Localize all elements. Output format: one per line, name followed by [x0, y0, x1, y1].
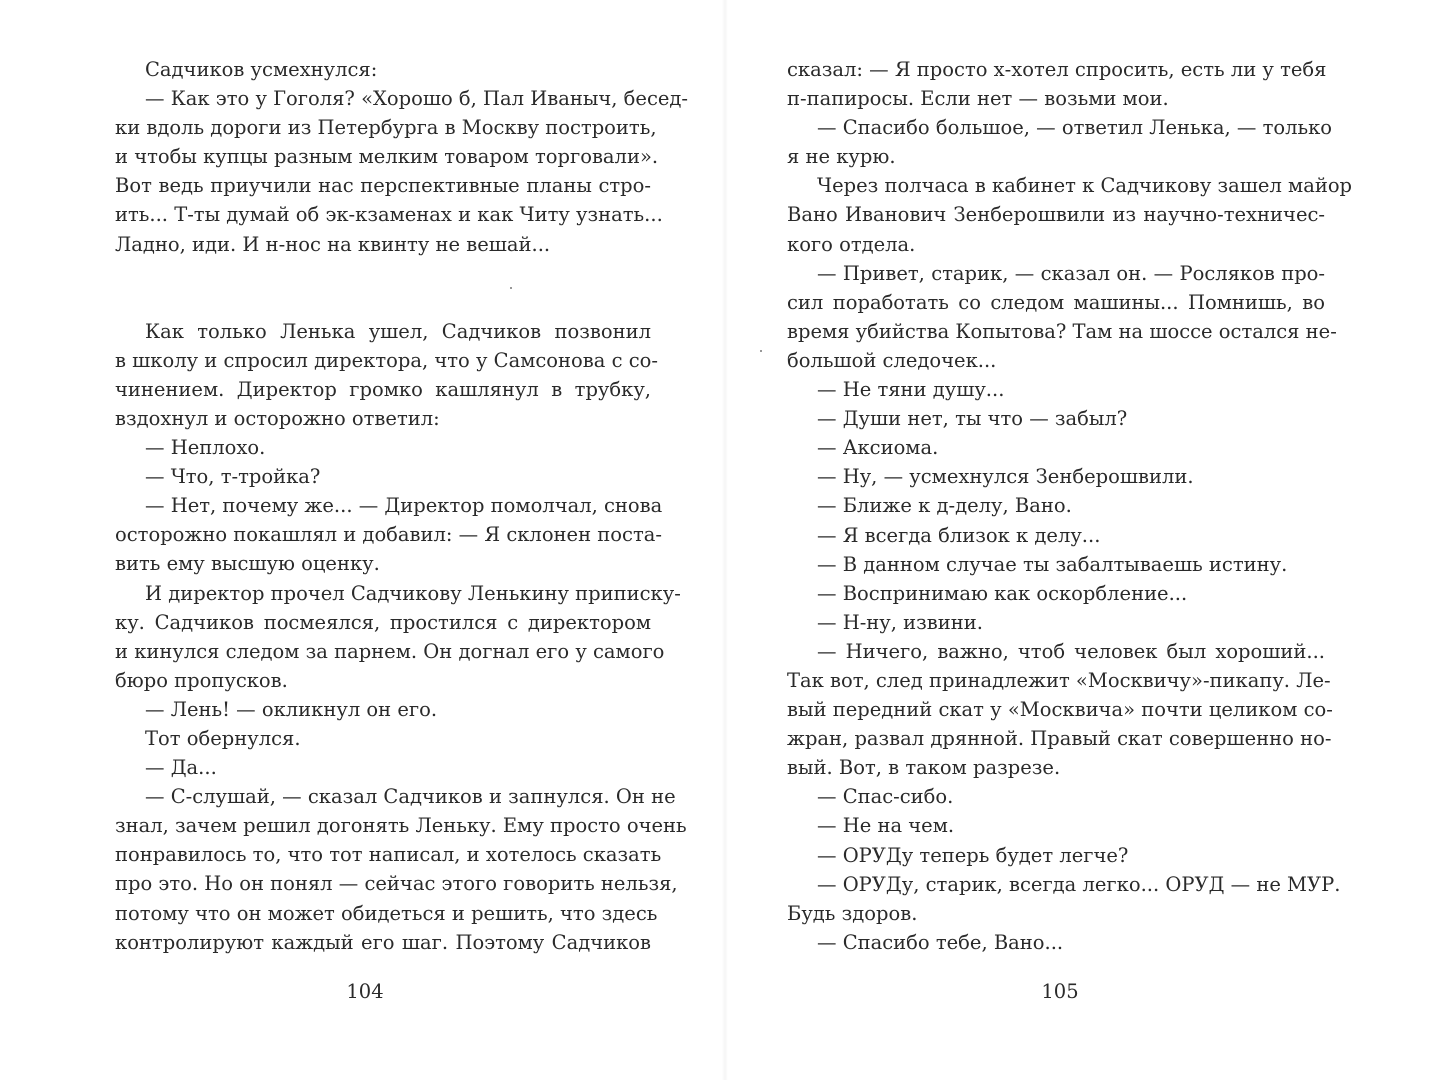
text-line: — Спасибо тебе, Вано...	[817, 930, 1064, 954]
text-line: Вано Иванович Зенберошвили из научно-техничес-	[787, 203, 1325, 227]
gutter-shadow	[722, 0, 728, 1080]
text-line: — С-слушай, — сказал Садчиков и запнулся. Он не	[145, 785, 676, 809]
text-line: в школу и спросил директора, что у Самсонова с со-	[115, 348, 658, 372]
text-line: — Привет, старик, — сказал он. — Росляков про-	[817, 261, 1325, 285]
text-line: и чтобы купцы разным мелким товаром торговали».	[115, 145, 659, 169]
text-line: сказал: — Я просто х-хотел спросить, есть ли у тебя	[787, 58, 1327, 81]
text-line: — Воспринимаю как оскорбление...	[817, 581, 1188, 605]
text-line: — Ну, — усмехнулся Зенберошвили.	[817, 465, 1194, 489]
text-line: Ладно, иди. И н-нос на квинту не вешай...	[115, 232, 551, 256]
text-line: контролируют каждый его шаг. Поэтому Садчиков	[115, 930, 651, 954]
text-line: Как только Ленька ушел, Садчиков позвонил	[145, 319, 651, 343]
text-line: — Я всегда близок к делу...	[817, 523, 1101, 547]
text-line: — Не тяни душу...	[817, 378, 1005, 402]
text-line: ки вдоль дороги из Петербурга в Москву построить,	[115, 116, 657, 140]
text-line: бюро пропусков.	[115, 668, 288, 692]
left-page	[115, 55, 689, 957]
text-line: — Н-ну, извини.	[817, 610, 983, 634]
text-line: Так вот, след принадлежит «Москвичу»-пикапу. Ле-	[787, 668, 1331, 692]
text-line: — Аксиома.	[817, 436, 939, 460]
text-line: — Спас-сибо.	[817, 785, 954, 809]
text-line: я не курю.	[787, 145, 896, 169]
text-line: — ОРУДу, старик, всегда легко... ОРУД — не МУР.	[817, 872, 1341, 896]
text-line: — Что, т-тройка?	[145, 465, 321, 489]
print-speck	[510, 287, 512, 289]
section-break	[115, 259, 651, 317]
text-line: кого отдела.	[787, 232, 916, 256]
text-line: — В данном случае ты забалтываешь истину.	[817, 552, 1288, 576]
text-line: Садчиков усмехнулся:	[145, 58, 378, 81]
text-line: — Лень! — окликнул он его.	[145, 697, 438, 721]
text-line: — Как это у Гоголя? «Хорошо б, Пал Иваныч, бесед-	[145, 87, 689, 111]
text-line: вый. Вот, в таком разрезе.	[787, 756, 1061, 780]
text-line: и кинулся следом за парнем. Он догнал его у самого	[115, 639, 665, 663]
text-line: — Спасибо большое, — ответил Ленька, — только	[817, 116, 1333, 140]
text-line: — Ничего, важно, чтоб человек был хороший...	[817, 639, 1325, 663]
text-line: ку. Садчиков посмеялся, простился с директором	[115, 610, 651, 634]
text-line: осторожно покашлял и добавил: — Я склонен поста-	[115, 523, 662, 547]
text-line: чинением. Директор громко кашлянул в трубку,	[115, 377, 651, 401]
page-number-right: 105	[1041, 980, 1079, 1003]
text-line: — Неплохо.	[145, 436, 266, 460]
text-line: вый передний скат у «Москвича» почти целиком со-	[787, 698, 1333, 722]
text-line: — Ближе к д-делу, Вано.	[817, 494, 1072, 518]
right-page	[787, 55, 1353, 957]
text-line: Будь здоров.	[787, 901, 918, 925]
text-line: п-папиросы. Если нет — возьми мои.	[787, 87, 1169, 111]
page-number-left: 104	[346, 980, 384, 1003]
text-line: — Да...	[145, 756, 217, 780]
text-line: — ОРУДу теперь будет легче?	[817, 843, 1129, 867]
text-line: — Нет, почему же... — Директор помолчал, снова	[145, 494, 663, 518]
text-line: понравилось то, что тот написал, и хотелось сказать	[115, 843, 662, 867]
text-line: Через полчаса в кабинет к Садчикову зашел майор	[817, 174, 1353, 198]
text-line: ить... Т-ты думай об эк-кзаменах и как Читу узнать...	[115, 203, 663, 227]
text-line: время убийства Копытова? Там на шоссе остался не-	[787, 319, 1337, 343]
text-line: сил поработать со следом машины... Помнишь, во	[787, 290, 1325, 314]
print-speck	[760, 350, 762, 352]
text-line: знал, зачем решил догонять Леньку. Ему просто очень	[115, 814, 687, 838]
text-line: жран, развал дрянной. Правый скат совершенно но-	[787, 727, 1332, 751]
text-line: Вот ведь приучили нас перспективные планы стро-	[115, 174, 651, 198]
text-line: Тот обернулся.	[145, 726, 301, 750]
text-line: вздохнул и осторожно ответил:	[115, 406, 440, 430]
text-line: про это. Но он понял — сейчас этого говорить нельзя,	[115, 872, 678, 896]
text-line: большой следочек...	[787, 348, 997, 372]
text-line: — Не на чем.	[817, 814, 955, 838]
text-line: вить ему высшую оценку.	[115, 552, 380, 576]
text-line: И директор прочел Садчикову Ленькину приписку-	[145, 581, 681, 605]
text-line: — Души нет, ты что — забыл?	[817, 407, 1128, 431]
text-line: потому что он может обидеться и решить, что здесь	[115, 901, 658, 925]
